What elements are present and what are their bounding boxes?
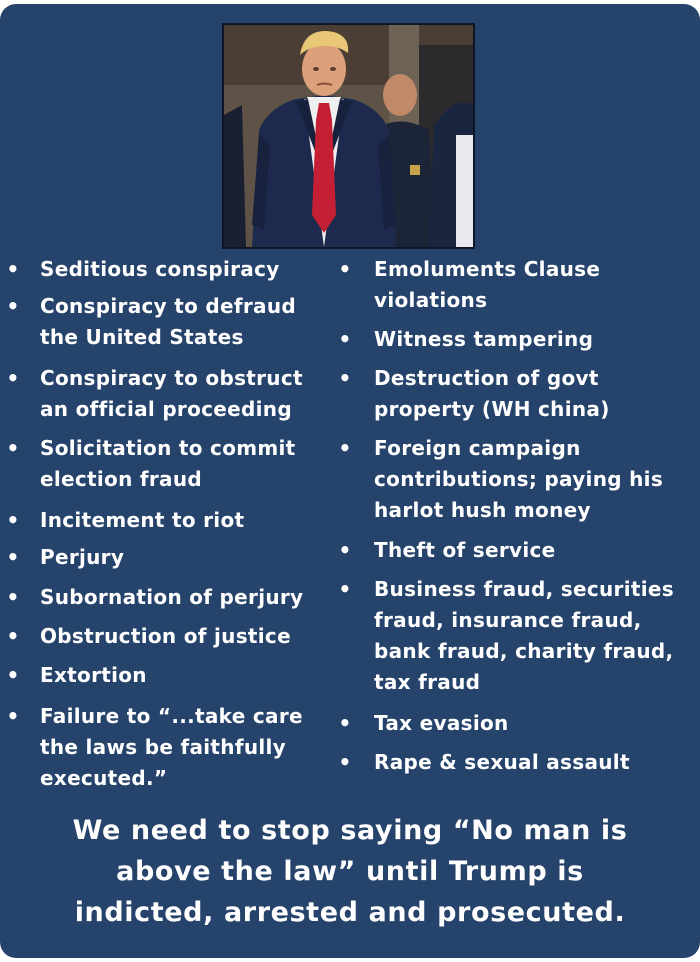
bullet: • [6, 585, 20, 609]
list-item-text: Business fraud, securities fraud, insurance fraud, bank fraud, charity fraud, tax fraud [374, 577, 674, 694]
list-item-text: Tax evasion [374, 711, 509, 735]
list-item-text: Incitement to riot [40, 508, 245, 532]
bullet: • [6, 704, 20, 728]
list-item-text: Foreign campaign contributions; paying his harlot hush money [374, 436, 664, 522]
list-item-text: Rape & sexual assault [374, 750, 630, 774]
list-item-text: Failure to “...take care the laws be faithfully executed.” [40, 704, 303, 790]
list-item-text: Destruction of govt property (WH china) [374, 366, 610, 421]
photo-illustration [224, 25, 473, 247]
footer-line: indicted, arrested and prosecuted. [74, 897, 626, 928]
bullet: • [338, 711, 352, 735]
bullet: • [6, 508, 20, 532]
list-item-text: Emoluments Clause violations [374, 257, 601, 312]
bullet: • [338, 538, 352, 562]
list-item-text: Seditious conspiracy [40, 257, 280, 281]
bullet: • [6, 545, 20, 569]
list-item-text: Extortion [40, 663, 147, 687]
photo [222, 23, 475, 249]
footer-statement [0, 810, 700, 933]
bullet: • [6, 624, 20, 648]
list-item-text: Witness tampering [374, 327, 594, 351]
list-item-text: Conspiracy to obstruct an official proceeding [40, 366, 303, 421]
bullet: • [338, 436, 352, 460]
footer-line: We need to stop saying “No man is [72, 815, 628, 846]
bullet: • [6, 663, 20, 687]
list-item-text: Solicitation to commit election fraud [40, 436, 296, 491]
poster-card [0, 4, 700, 958]
list-item-text: Obstruction of justice [40, 624, 291, 648]
bullet: • [338, 366, 352, 390]
list-item-text: Perjury [40, 545, 125, 569]
list-item-text: Conspiracy to defraud the United States [40, 294, 297, 349]
bullet: • [338, 577, 352, 601]
bullet: • [6, 366, 20, 390]
bullet: • [6, 436, 20, 460]
footer-line: above the law” until Trump is [116, 856, 584, 887]
list-item-text: Theft of service [374, 538, 556, 562]
list-item-text: Subornation of perjury [40, 585, 304, 609]
bullet: • [338, 257, 352, 281]
bullet: • [6, 257, 20, 281]
bullet: • [6, 294, 20, 318]
bullet: • [338, 327, 352, 351]
bullet: • [338, 750, 352, 774]
